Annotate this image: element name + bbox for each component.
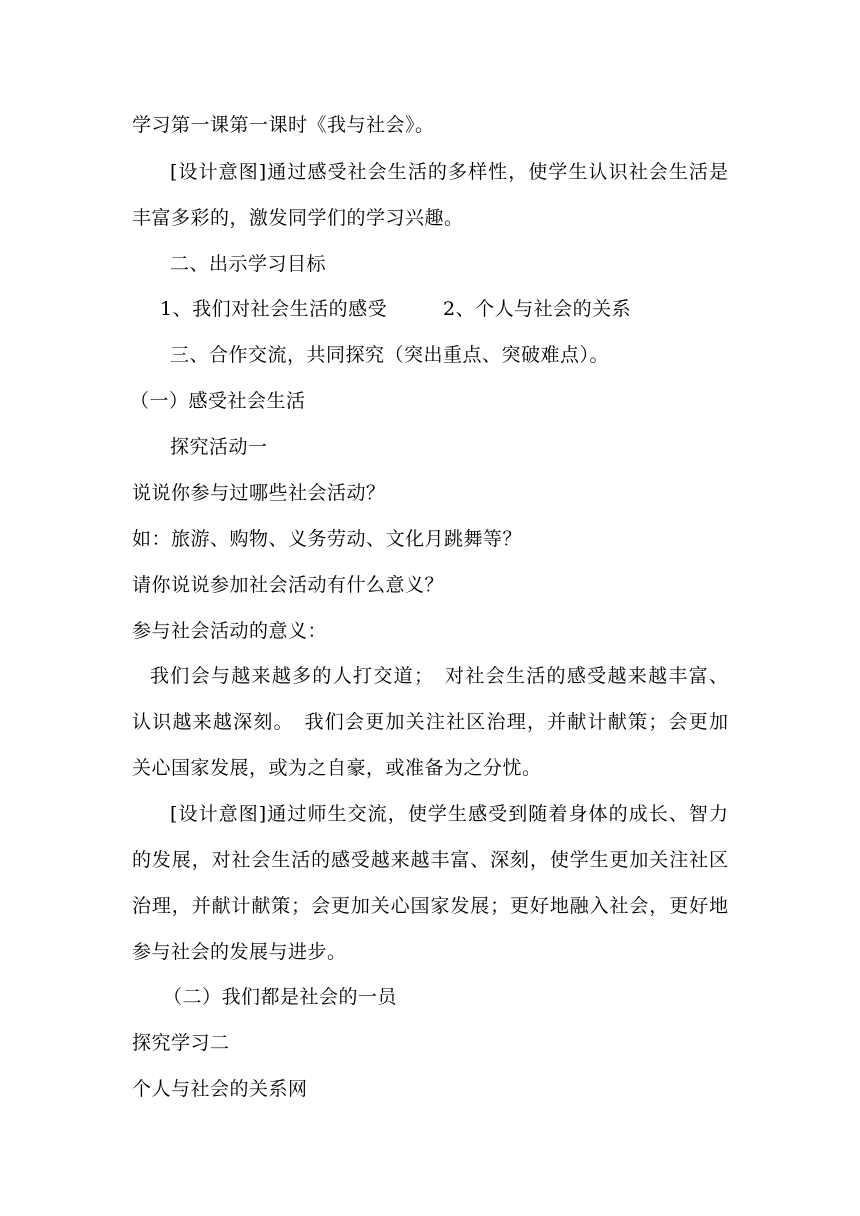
question-line-1: 说说你参与过哪些社会活动？ (132, 482, 386, 504)
design-intent-2-line-2: 的发展，对社会生活的感受越来越丰富、深刻，使学生更加关注社区 (132, 849, 728, 871)
activity-heading-1: 探究活动一 (170, 436, 268, 458)
subsection-heading-2: （二）我们都是社会的一员 (163, 986, 398, 1008)
design-intent-2-line-4: 参与社会的发展与进步。 (132, 941, 347, 963)
design-intent-1-line-2: 丰富多彩的，激发同学们的学习兴趣。 (132, 207, 464, 229)
lesson-intro-line: 学习第一课第一课时《我与社会》。 (132, 114, 435, 136)
activity-heading-2: 探究学习二 (132, 1032, 230, 1054)
design-intent-1-line-1: [设计意图]通过感受社会生活的多样性，使学生认识社会生活是 (170, 161, 728, 183)
objective-2: 2、个人与社会的关系 (443, 298, 632, 320)
section-heading-3: 三、合作交流，共同探究（突出重点、突破难点）。 (170, 344, 610, 366)
section-heading-2: 二、出示学习目标 (170, 253, 327, 275)
example-line: 如：旅游、购物、义务劳动、文化月跳舞等？ (132, 528, 523, 550)
design-intent-2-line-1: [设计意图]通过师生交流，使学生感受到随着身体的成长、智力 (170, 803, 728, 825)
meaning-heading: 参与社会活动的意义： (132, 620, 328, 642)
meaning-paragraph-line-1: 我们会与越来越多的人打交道； 对社会生活的感受越来越丰富、 (150, 665, 728, 687)
objective-1: 1、我们对社会生活的感受 (160, 298, 388, 320)
relationship-network-heading: 个人与社会的关系网 (132, 1078, 308, 1100)
meaning-paragraph-line-3: 关心国家发展，或为之自豪，或准备为之分忧。 (132, 757, 542, 779)
meaning-paragraph-line-2: 认识越来越深刻。 我们会更加关注社区治理，并献计献策；会更加 (132, 711, 728, 733)
question-line-2: 请你说说参加社会活动有什么意义？ (132, 574, 445, 596)
subsection-heading-1: （一）感受社会生活 (130, 390, 306, 412)
design-intent-2-line-3: 治理，并献计献策；会更加关心国家发展；更好地融入社会，更好地 (132, 895, 728, 917)
